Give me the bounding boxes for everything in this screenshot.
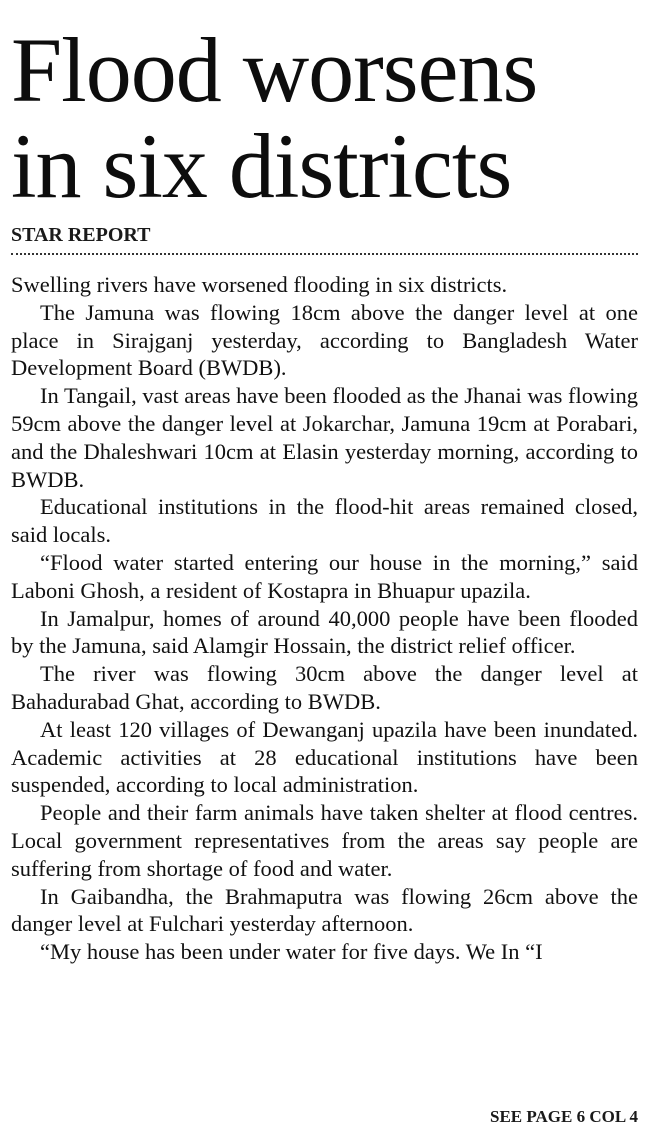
byline: STAR REPORT — [11, 224, 151, 246]
paragraph: The Jamuna was flowing 18cm above the danger level at one place in Sirajganj yesterday, according to Bangladesh Water Development Board (BWDB). — [11, 299, 638, 381]
paragraph: “My house has been under water for five days. We In “I — [40, 939, 543, 965]
headline — [11, 19, 638, 217]
paragraph: “Flood water started entering our house in the morning,” said Laboni Ghosh, a resident of Kostapra in Bhuapur upazila. — [11, 549, 638, 603]
paragraph: At least 120 villages of Dewanganj upazila have been inundated. Academic activities at 28 educational institutions have been suspended, according to local administration. — [11, 716, 638, 798]
paragraph: In Gaibandha, the Brahmaputra was flowing 26cm above the danger level at Fulchari yesterday afternoon. — [11, 883, 638, 937]
news-article — [11, 19, 638, 966]
paragraph: Educational institutions in the flood-hit areas remained closed, said locals. — [11, 494, 638, 548]
paragraph: The river was flowing 30cm above the danger level at Bahadurabad Ghat, according to BWDB. — [11, 661, 638, 714]
paragraph: In Tangail, vast areas have been flooded as the Jhanai was flowing 59cm above the danger level at Jokarchar, Jamuna 19cm at Porabari, and the Dhaleshwari 10cm at Elasin yesterday morning, according to BWDB. — [11, 383, 638, 492]
dotted-divider — [11, 253, 638, 255]
headline-line-1: Flood worsens — [11, 19, 538, 121]
paragraph: In Jamalpur, homes of around 40,000 people have been flooded by the Jamuna, said Alamgir Hossain, the district relief officer. — [11, 605, 638, 659]
headline-line-2: in six districts — [11, 115, 512, 217]
continued-on-page-label: SEE PAGE 6 COL 4 — [490, 1107, 638, 1126]
article-body — [11, 271, 638, 966]
paragraph: People and their farm animals have taken shelter at flood centres. Local government representatives from the areas say people are suffering from shortage of food and water. — [11, 800, 638, 881]
paragraph: Swelling rivers have worsened flooding in six districts. — [11, 272, 508, 297]
